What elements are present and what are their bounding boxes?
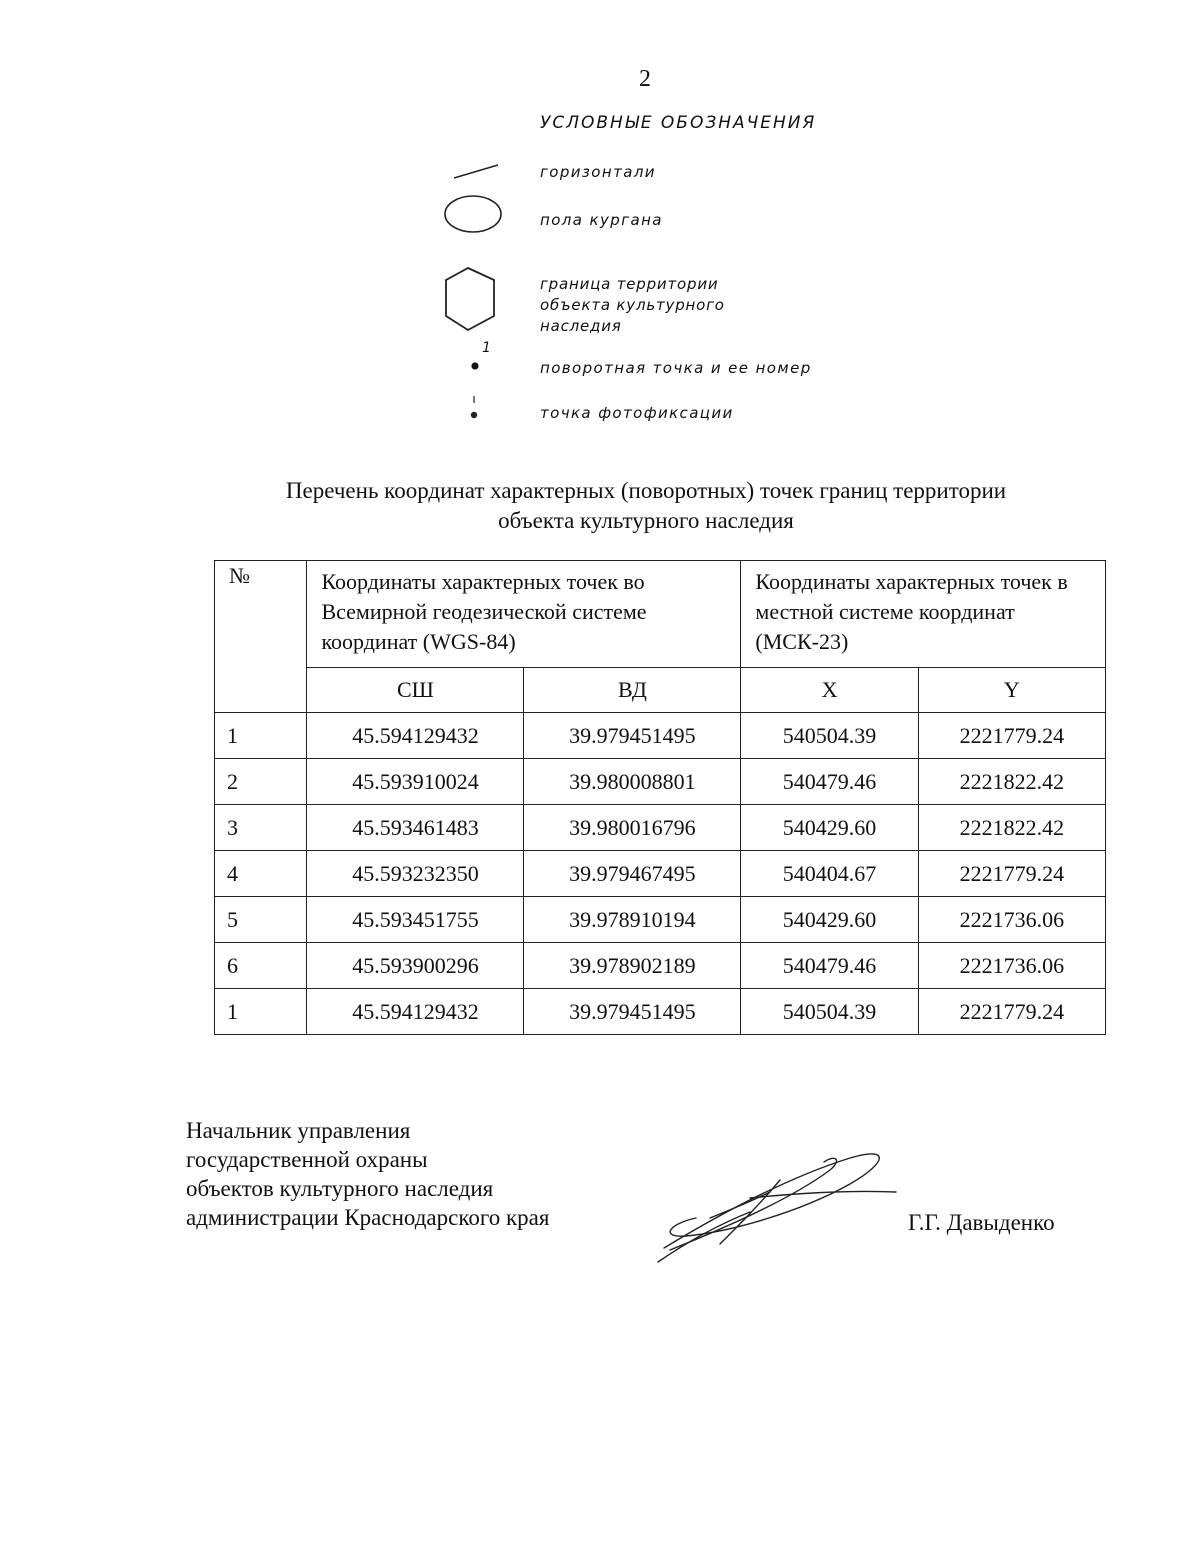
table-row bbox=[215, 851, 1106, 897]
legend-label-turning-point: поворотная точка и ее номер bbox=[540, 359, 812, 377]
table-header-row bbox=[215, 561, 1106, 668]
legend-title: УСЛОВНЫЕ ОБОЗНАЧЕНИЯ bbox=[540, 113, 817, 133]
table-row bbox=[215, 713, 1106, 759]
cell-x: 540429.60 bbox=[741, 897, 918, 943]
cell-x: 540504.39 bbox=[741, 713, 918, 759]
cell-lat: 45.593900296 bbox=[307, 943, 524, 989]
cell-x: 540479.46 bbox=[741, 943, 918, 989]
handwritten-signature bbox=[650, 1140, 900, 1265]
page-number: 2 bbox=[639, 66, 651, 92]
cell-y: 2221736.06 bbox=[918, 897, 1105, 943]
contour-line-icon bbox=[450, 160, 510, 184]
table-subheader-row bbox=[215, 668, 1106, 713]
legend-label-mound: пола кургана bbox=[540, 211, 663, 229]
cell-lat: 45.594129432 bbox=[307, 713, 524, 759]
legend-label-boundary: граница территории объекта культурного наследия bbox=[540, 275, 725, 335]
cell-lon: 39.979451495 bbox=[524, 989, 741, 1035]
cell-lat: 45.593910024 bbox=[307, 759, 524, 805]
cell-lat: 45.593451755 bbox=[307, 897, 524, 943]
cell-point-number: 1 bbox=[215, 713, 307, 759]
cell-lat: 45.593232350 bbox=[307, 851, 524, 897]
legend-label-photo-point: точка фотофиксации bbox=[540, 404, 734, 422]
cell-lon: 39.978902189 bbox=[524, 943, 741, 989]
cell-y: 2221736.06 bbox=[918, 943, 1105, 989]
legend-label-contours: горизонтали bbox=[540, 163, 656, 181]
table-row bbox=[215, 759, 1106, 805]
coordinates-list-title bbox=[0, 476, 1200, 536]
cell-x: 540479.46 bbox=[741, 759, 918, 805]
cell-lon: 39.980008801 bbox=[524, 759, 741, 805]
subheader-lon: ВД bbox=[524, 668, 741, 713]
cell-lat: 45.593461483 bbox=[307, 805, 524, 851]
table-row bbox=[215, 989, 1106, 1035]
boundary-hexagon-icon bbox=[440, 264, 510, 336]
table-row bbox=[215, 943, 1106, 989]
cell-point-number: 2 bbox=[215, 759, 307, 805]
cell-y: 2221779.24 bbox=[918, 989, 1105, 1035]
table-row bbox=[215, 897, 1106, 943]
cell-lon: 39.979467495 bbox=[524, 851, 741, 897]
signer-name: Г.Г. Давыденко bbox=[908, 1210, 1055, 1235]
header-number: № bbox=[215, 561, 307, 713]
cell-lon: 39.979451495 bbox=[524, 713, 741, 759]
coordinates-table bbox=[214, 560, 1106, 1035]
header-msk23: Координаты характерных точек в местной системе координат (МСК-23) bbox=[741, 561, 1106, 668]
cell-y: 2221822.42 bbox=[918, 805, 1105, 851]
cell-x: 540404.67 bbox=[741, 851, 918, 897]
list-title-line-1: Перечень координат характерных (поворотных) точек границ территории bbox=[285, 478, 1007, 503]
cell-lat: 45.594129432 bbox=[307, 989, 524, 1035]
turning-point-marker-number: 1 bbox=[482, 340, 493, 356]
cell-lon: 39.978910194 bbox=[524, 897, 741, 943]
turning-point-icon bbox=[468, 358, 484, 374]
cell-point-number: 6 bbox=[215, 943, 307, 989]
list-title-line-2: объекта культурного наследия bbox=[498, 508, 794, 533]
subheader-x: X bbox=[741, 668, 918, 713]
table-row bbox=[215, 805, 1106, 851]
photo-point-icon bbox=[466, 394, 482, 424]
cell-y: 2221822.42 bbox=[918, 759, 1105, 805]
cell-point-number: 3 bbox=[215, 805, 307, 851]
cell-x: 540504.39 bbox=[741, 989, 918, 1035]
subheader-y: Y bbox=[918, 668, 1105, 713]
cell-point-number: 4 bbox=[215, 851, 307, 897]
cell-y: 2221779.24 bbox=[918, 851, 1105, 897]
cell-point-number: 5 bbox=[215, 897, 307, 943]
signer-position: Начальник управления государственной охраны объектов культурного наследия администрации Краснодарского края bbox=[186, 1118, 550, 1230]
cell-x: 540429.60 bbox=[741, 805, 918, 851]
subheader-lat: СШ bbox=[307, 668, 524, 713]
mound-ellipse-icon bbox=[442, 192, 506, 238]
table-body bbox=[215, 713, 1106, 1035]
header-wgs84: Координаты характерных точек во Всемирной геодезической системе координат (WGS-84) bbox=[307, 561, 741, 668]
cell-point-number: 1 bbox=[215, 989, 307, 1035]
cell-lon: 39.980016796 bbox=[524, 805, 741, 851]
cell-y: 2221779.24 bbox=[918, 713, 1105, 759]
